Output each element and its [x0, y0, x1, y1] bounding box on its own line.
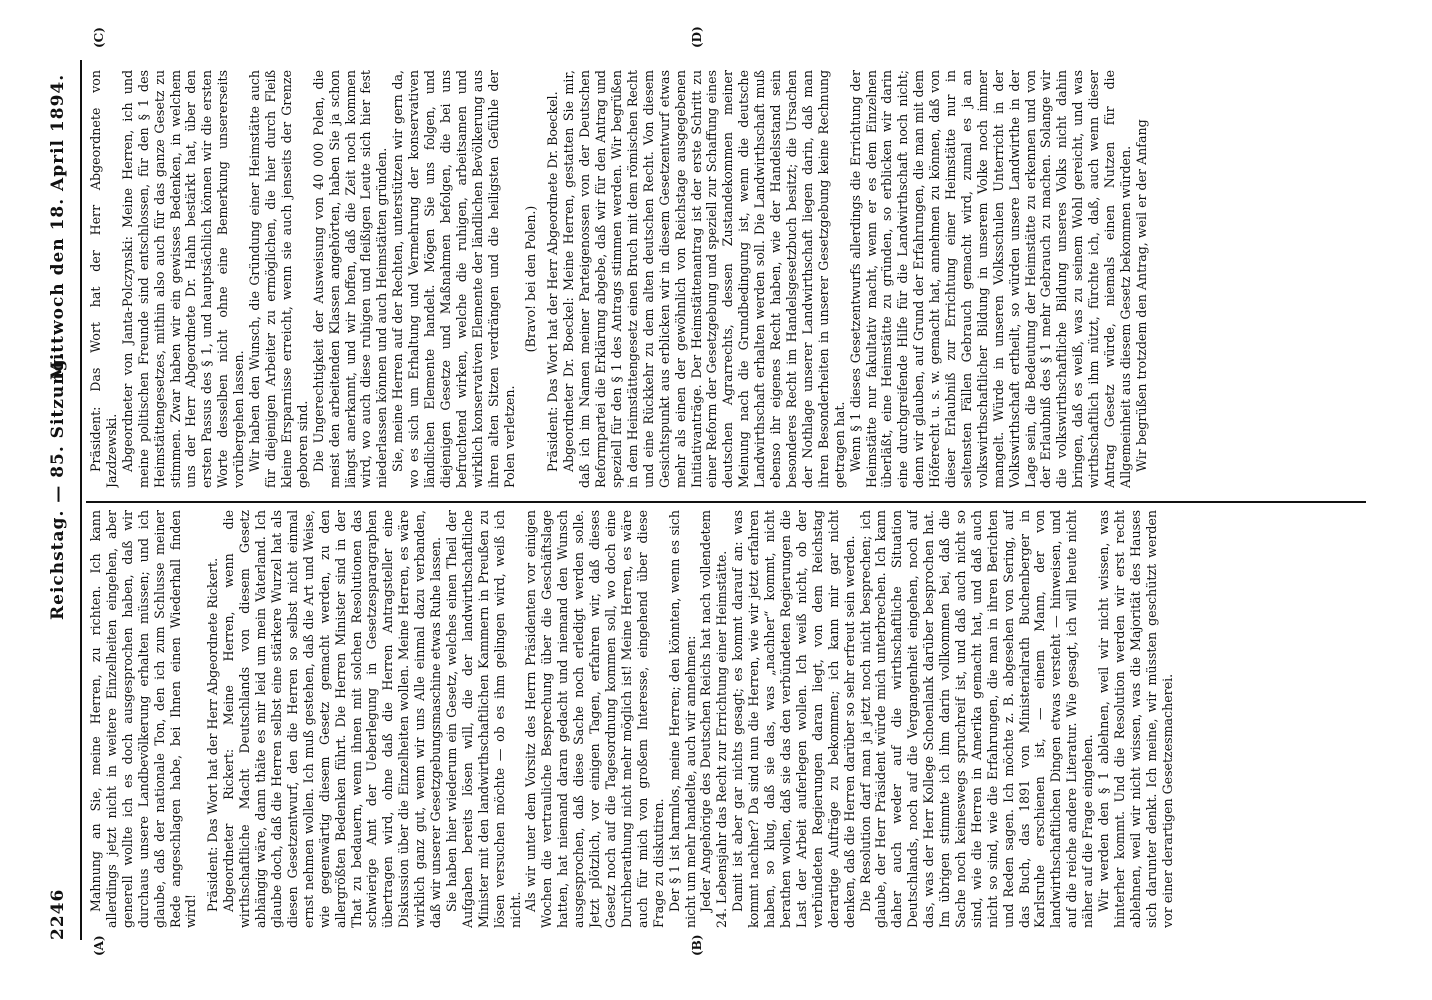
- header-rule: [80, 60, 82, 940]
- session-title: Reichstag. — 85. Sitzung.: [48, 351, 68, 620]
- paragraph: Wir begrüßen trotzdem den Antrag, weil er der Anfang: [1133, 119, 1149, 472]
- paragraph: Wenn § 1 dieses Gesetzentwurfs allerdings die Errichtung der Heimstätte nur fakultativ macht, wenn er es dem Einzelnen überläßt, eine Heimstätte zu gründen, so erblicken wir darin eine durchgreifende Hilfe für die Landwirthschaft noch nicht; denn wir glauben, auf Grund der Erfahrungen, die man mit dem Höferecht u. s. w. gemacht hat, annehmen zu können, daß von dieser Erlaubniß zur Errichtung einer Heimstätte nur in seltensten Fällen Gebrauch gemacht wird, zumal es ja an volkswirthschaftlicher Bildung in unserem Volke noch immer mangelt. Würde in unseren Volksschulen Unterricht in der Volkswirthschaft ertheilt, so würden unsere Landwirthe in der Lage sein, die Bedeutung der Heimstätte zu erkennen und von der Erlaubniß des § 1 mehr Gebrauch zu machen. Solange wir die volkswirthschaftliche Bildung unseres Volks nicht dahin bringen, daß es weiß, was zu seinem Wohl gereicht, und was wirthschaftlich ihm nützt, fürchte ich, daß, auch wenn dieser Antrag Gesetz würde, niemals einen Nutzen für die Allgemeinheit aus diesem Gesetz bekommen würden.: [847, 70, 1133, 488]
- paragraph: Abgeordneter von Janta-Polczynski: Meine Herren, ich und meine politischen Freunde sind entschlossen, für den § 1 des Heimstättengesetzes, mithin also auch für das ganze Gesetz zu stimmen. Zwar haben wir ein gewisses Bedenken, in welchem uns der Herr Abgeordnete Dr. Hahn bestärkt hat, über den ersten Passus des § 1, und hauptsächlich können wir die ersten Worte desselben nicht ohne eine Bemerkung unsererseits vorübergehen lassen.: [119, 70, 247, 488]
- right-text-column: [88, 70, 1378, 488]
- paragraph: Mahnung an Sie, meine Herren, zu richten. Ich kann allerdings jetzt nicht in weitere Einzelheiten eingehen, aber generell wollte ich es doch ausgesprochen haben, daß wir durchaus unsere Landbevölkerung erhalten müssen; und ich glaube, daß der nationale Ton, den ich zum Schlusse meiner Rede angeschlagen habe, bei Ihnen einen Wiederhall finden wird!: [88, 510, 199, 928]
- margin-marker-c: (C): [92, 27, 106, 48]
- column-divider: [86, 501, 1366, 503]
- paragraph: Abgeordneter Rickert: Meine Herren, wenn die wirthschaftliche Macht Deutschlands von diesem Gesetz abhängig wäre, dann thäte es mir leid um mein Vaterland. Ich glaube doch, daß die Herren selbst eine stärkere Wurzel hat als diesen Gesetzentwurf, den die Herren so selbst nicht einmal ernst nehmen wollen. Ich muß gestehen, daß die Art und Weise, wie gegenwärtig diesem Gesetz gemacht werden, zu den allergrößten Bedenken führt. Die Herren Minister sind in der That zu bedauern, wenn ihnen mit solchen Resolutionen das schwierige Amt der Ueberlegung in Gesetzesparagraphen übertragen wird, ohne daß die Herren Antragsteller eine Diskussion über die Einzelheiten wollen. Meine Herren, es wäre wirklich ganz gut, wenn wir uns Alle einmal dazu verbanden, daß wir unserer Gesetzgebungsmaschine etwas Ruhe lassen.: [221, 510, 444, 928]
- paragraph: Präsident: Das Wort hat der Herr Abgeordnete Dr. Boeckel.: [545, 91, 561, 472]
- paragraph: (Bravo! bei den Polen.): [523, 205, 539, 353]
- paragraph: Die Ungerechtigkeit der Ausweisung von 40 000 Polen, die meist den arbeitenden Klassen angehörten, haben Sie ja schon längst anerkannt, und wir hoffen, daß die Zeit noch kommen wird, wo auch diese ruhigen und fleißigen Leute sich hier fest niederlassen können und auch Heimstätten gründen.: [310, 70, 390, 488]
- page-header: [48, 40, 78, 940]
- paragraph: Präsident: Das Wort hat der Herr Abgeordnete Rickert.: [205, 557, 221, 912]
- margin-marker-d: (D): [690, 26, 704, 48]
- digitization-footer: [600, 10, 1400, 40]
- paragraph: Präsident: Das Wort hat der Herr Abgeordnete von Jazdzewski.: [88, 70, 119, 488]
- paragraph: Wir werden den § 1 ablehnen, weil wir nicht wissen, was hinterher kommt. Und die Resolution werden wir erst recht ablehnen, weil wir nicht wissen, was die Majorität des Hauses sich darunter denkt. Ich meine, wir müssten geschützt werden vor einer derartigen Gesetzesmacherei.: [1096, 510, 1175, 928]
- left-text-column: [88, 510, 1378, 928]
- paragraph: Sie, meine Herren auf der Rechten, unterstützen wir gern da, wo es sich um Erhaltung und Vermehrung der konservativen ländlichen Elemente handelt. Mögen Sie uns folgen, und diejenigen Gesetze und Maßnahmen befolgen, die bei uns befruchtend wirken, welche die ruhigen, arbeitsamen und wirklich konservativen Elemente der ländlichen Bevölkerung aus ihren alten Sitzen verdrängen und die heiligsten Gefühle der Polen verletzen.: [390, 70, 517, 488]
- margin-marker-b: (B): [690, 934, 704, 956]
- paragraph: Damit ist aber gar nichts gesagt; es kommt darauf an: was kommt nachher? Da sind nun die Herren, wie wir jetzt erfahren haben, so klug, daß sie das, was „nachher“ kommt, nicht berathen wollen, daß sie das den verbündeten Regierungen die Last der Arbeit auferlegen wollen. Ich weiß nicht, ob der verbündeten Regierungen daran liegt, von dem Reichstag derartige Aufträge zu bekommen; ich kann mir gar nicht denken, daß die Herren darüber so sehr erfreut sein werden.: [730, 510, 857, 928]
- session-date: Mittwoch den 18. April 1894.: [48, 73, 68, 380]
- paragraph: Als wir unter dem Vorsitz des Herrn Präsidenten vor einigen Wochen die vertrauliche Besprechung über die Geschäftslage hatten, hat niemand daran gedacht und niemand den Wunsch ausgesprochen, daß diese Sache noch erledigt werden solle. Jetzt plötzlich, vor einigen Tagen, erfahren wir, daß dieses Gesetz noch auf die Tagesordnung kommen soll, wo doch eine Durchberathung nicht mehr möglich ist! Meine Herren, es wäre auch für mich von großem Interesse, eingehend über diese Frage zu diskutiren.: [523, 510, 666, 928]
- paragraph: Jeder Angehörige des Deutschen Reichs hat nach vollendetem 24. Lebensjahr das Recht zur Errichtung einer Heimstätte.: [698, 510, 730, 928]
- paragraph: Der § 1 ist harmlos, meine Herren; den könnten, wenn es sich nicht um mehr handelte, auch wir annehmen:: [666, 510, 698, 928]
- margin-marker-a: (A): [92, 935, 106, 956]
- paragraph: Sie haben hier wiederum ein Gesetz, welches einen Theil der Aufgaben bereits lösen will, die der landwirthschaftliche Minister mit den landwirthschaftlichen Kammern in Preußen zu lösen versuchen möchte — ob es ihm gelingen wird, weiß ich nicht.: [443, 510, 523, 928]
- paragraph: Abgeordneter Dr. Boeckel: Meine Herren, gestatten Sie mir, daß ich im Namen meiner Parteigenossen von der Deutschen Reformpartei die Erklärung abgebe, daß wir für den Antrag und speziell für den § 1 des Antrags stimmen werden. Wir begrüßen in dem Heimstättengesetz einen Bruch mit dem römischen Recht und eine Rückkehr zu dem alten deutschen Recht. Von diesem Gesichtspunkt aus erblicken wir in diesem Gesetzentwurf etwas mehr als einen der gewöhnlich von Reichstage ausgegebenen Initiativanträge. Der Heimstättenantrag ist der erste Schritt zu einer Reform der Gesetzgebung und speziell zur Schaffung eines deutschen Agrarrechts, dessen Zustandekommen meiner Meinung nach die Grundbedingung ist, wenn die deutsche Landwirthschaft erhalten werden soll. Die Landwirthschaft muß ebenso ihr eigenes Recht haben, wie der Handelsstand sein besonderes Recht im Handelsgesetzbuch besitzt; die Ursachen der Nothlage unserer Landwirthschaft liegen darin, daß man ihren Besonderheiten in unserer Gesetzgebung keine Rechnung getragen hat.: [561, 70, 847, 488]
- paragraph: Wir haben den Wunsch, die Gründung einer Heimstätte auch für diejenigen Arbeiter zu ermöglichen, die hier durch Fleiß kleine Ersparnisse erreicht, wenn sie auch jenseits der Grenze geboren sind.: [247, 70, 310, 488]
- page-number: 2246: [48, 888, 68, 940]
- paragraph: Die Resolution darf man ja jetzt noch nicht besprechen; ich glaube, der Herr Präsident würde mich unterbrechen. Ich kann daher auch weder auf die wirthschaftliche Situation Deutschlands, noch auf die Vergangenheit eingehen, noch auf das, was der Herr Kollege Schoenlank darüber besprochen hat. Im übrigen stimmte ich ihm darin vollkommen bei, daß die Sache noch keineswegs spruchreif ist, und daß auch nicht so sind, wie die Herren in Amerika gemacht hat, und daß auch nicht so sind, wie die Erfahrungen, die man in ihren Berichten und Reden sagen. Ich möchte z. B. abgesehen von Sering, auf das Buch, das 1891 von Ministerialrath Buchenberger in Karlsruhe erschienen ist, — einem Mann, der von landwirthschaftlichen Dingen etwas versteht — hinweisen, und auf die reiche andere Literatur. Wie gesagt, ich will heute nicht näher auf die Frage eingehen.: [857, 510, 1096, 928]
